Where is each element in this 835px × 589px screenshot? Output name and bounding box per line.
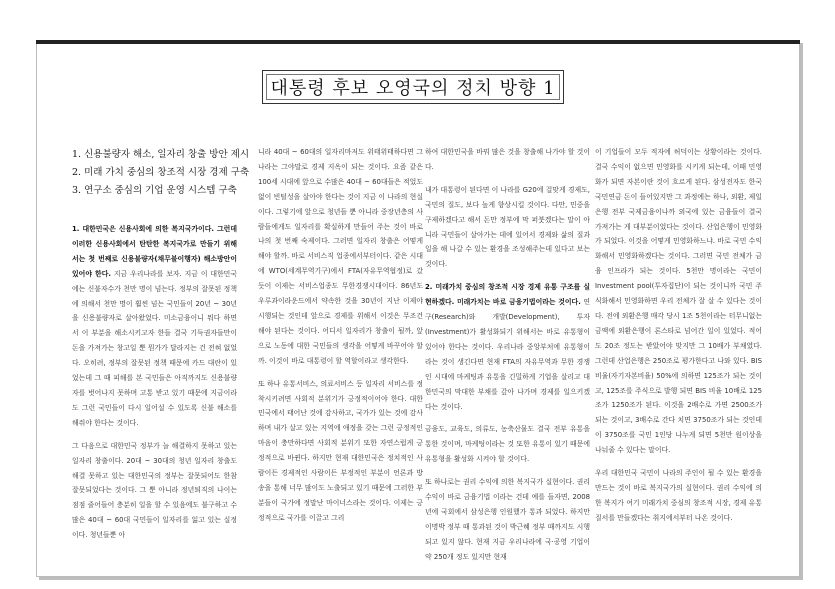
paragraph xyxy=(425,183,590,272)
frame-top-rule xyxy=(36,40,800,44)
toc-item-3: 3. 연구소 중심의 기업 운영 시스템 구축 xyxy=(72,185,237,196)
paragraph-text: 이 기업들이 모두 적자에 허덕이는 상황이라는 것이다. 결국 수익이 없으면 민영화를 시키게 되는데, 이때 민영화가 되면 자본이란 것이 흐르게 된다. 삼성전자도 한국 국민연금 돈이 들어있지만 그 과정에는 하나, 외환, 제일은행 전부 국제금융이나까 외국에 있는 금융들이 결국 가져가는 게 대부분이었다는 것이다. 산업은행이 민영화가 되었다. 이것을 어떻게 민영화하느냐. 바로 국민 수익화해서 민영화하겠다는 것이다. 그러면 국민 전체가 금융 인프라가 되는 것이다. 5천만 명이라는 국민이 Investment pool(투자집단)이 되는 것이니까 국민 주식화해서 민영화하면 우리 전체가 잘 살 수 있다는 것이다. 전에 외환은행 매각 당시 1조 5천이라는 터무니없는 금액에 외환은행이 론스타로 넘어간 일이 있었다. 적어도 20조 정도는 받았어야 맞지만 그 10배가 부채였다. 그런데 산업은행은 250조로 평가한다고 나와 있다. BIS비율(자기자본비율) 50%에 의하면 125조가 되는 것이고, 125조를 주식으로 발행 되면 BIS 비율 10배로 125조가 1250조가 된다. 이것을 2배수로 가면 2500조가 되는 것이고, 3배수로 간다 치면 3750조가 되는 것인데 이 3750조를 국민 1인당 나누게 되면 5천만 원이상을 나눠줄 수 있다는 말이다. xyxy=(595,148,762,455)
paragraph xyxy=(425,475,590,564)
paragraph xyxy=(258,377,423,526)
paragraph-text: 그 다음으로 대한민국 정부가 늘 해결하지 못하고 있는 일자리 창출이다. 20대 ~ 30대의 청년 일자리 창출도 해결 못하고 있는 대한민국의 정부는 잘못되어도 한참 잘못되었다는 것이다. 그 뿐 아니라 정년퇴직의 나이는 점점 줄어들어 충분히 일을 할 수 있음에도 불구하고 수많은 40대 ~ 60대 국민들이 일자리를 잃고 있는 실정이다. 청년들뿐 아 xyxy=(72,441,237,540)
paragraph-text: 우리 대한민국 국민이 나라의 주인이 될 수 있는 환경을 만드는 것이 바로 복지국가의 실현이다. 권리 수익에 의한 복지가 여기 미래가치 중심의 창조적 시장, 경제 유통 질서를 만들겠다는 취지에서부터 나온 것이다. xyxy=(595,469,762,522)
paragraph xyxy=(595,145,762,458)
paragraph-text: 또 하나 유통서비스, 의료서비스 등 일자리 서비스를 정착시키려면 사회적 분위기가 긍정적이어야 한다. 대한민국에서 태어난 것에 감사하고, 국가가 있는 것에 감사하며 내가 살고 있는 지역에 애정을 갖는 그런 긍정적인 마음이 충만하다면 사회적 분위기 또한 자연스럽게 긍정적으로 바뀐다. 하지만 현재 대한민국은 정치적인 사람이든 경제적인 사람이든 부정적인 부분이 언론과 방송을 통해 너무 많이도 노출되고 있기 때문에 그러한 부분들이 국가에 정말난 마이너스라는 것이다. 이제는 긍정적으로 국가를 이끌고 그리 xyxy=(258,379,423,522)
text-column-2 xyxy=(258,145,423,565)
text-column-1 xyxy=(72,222,237,567)
paragraph xyxy=(72,439,237,543)
paragraph-text: 하여 대한민국을 바꿔 많은 것을 창출해 나가야 할 것이다. xyxy=(425,148,590,171)
paragraph-text: 금융도, 교육도, 의류도, 농축산물도 결국 전부 유통을 통한 것이며, 마케팅이라는 것 또한 유통이 있기 때문에 유통형을 활성화 시켜야 할 것이다. xyxy=(425,425,590,464)
toc-item-2: 2. 미래 가치 중심의 창조적 시장 경제 구축 xyxy=(72,167,250,178)
paragraph xyxy=(72,222,237,431)
title-box xyxy=(262,70,564,104)
toc-list xyxy=(72,146,252,200)
paragraph-text: 또 하나로는 권리 수익에 의한 복지국가 실현이다. 권리수익이 바로 금융기법 이라는 건데 예를 들자면, 2008년에 국회에서 삼성은행 인원했가 통과 되었다. 하지만 이명박 정부 때 통과된 것이 박근혜 정부 때까지도 시행 되고 있지 않다. 현재 지금 우리나라에 국·공영 기업이 약 250개 정도 있지만 현재 xyxy=(425,478,590,561)
page-title: 대통령 후보 오영국의 정치 방향 1 xyxy=(270,78,556,99)
paragraph xyxy=(595,466,762,526)
text-column-4 xyxy=(595,145,762,565)
paragraph-text: 니라 40대 ~ 60대의 일자리마저도 위태위태하다면 그 나라는 그야말로 경제 지옥이 되는 것이다. 요즘 같은 100세 시대에 앞으로 수많은 40대 ~ 60대들은 적었도 없이 빈털성을 살아야 한다는 것이 지금 이 나라의 현실이다. 그렇기에 앞으로 청년들 뿐 아니라 중장년층의 사람들에게도 일자리를 확실하게 만들어 주는 것이 바로 나의 첫 번째 숙제이다. 그러면 일자리 창출은 어떻게 해야 할까. 바로 서비스직 업종에서부터이다. 같은 시대에 WTO(세계무역기구)에서 FTA(자유무역협정)로 갔듯이 이제는 서비스업종도 무한경쟁시대이다. 86년도 우루과이라운드에서 약속한 것을 30년이 지난 이제야 시행되는 것인데 앞으로 경제를 위해서 이것은 무조건 해야 된다는 것이다. 어디서 일자리가 창출이 될까, 앞으로 노동에 대한 국민들의 생각을 어떻게 바꾸어야 할까. 이것이 바로 대통령이 할 역할이라고 생각한다. xyxy=(258,148,423,365)
toc-item-1: 1. 신용불량자 해소, 일자리 창출 방안 제시 xyxy=(72,149,250,160)
paragraph xyxy=(258,145,423,369)
paragraph-heading: 2. 미래가치 중심의 창조적 시장 경제 유통 구조를 실현하겠다. 미래가치는 바로 금융기법이라는 것이다. xyxy=(425,283,590,307)
paragraph-heading: 1. 대한민국은 신용사회에 의한 복지국가이다. 그런데 이러한 신용사회에서 탄탄한 복지국가로 만들기 위해서는 첫 번째로 신용불량자(채무불이행자) 해소방안이 있어야 한다. xyxy=(72,225,237,278)
text-column-3 xyxy=(425,145,590,565)
paragraph-text: 지금 우리나라를 보자. 지금 이 대한민국에는 신불자수가 천만 명이 넘는다. 정부의 잘못된 정책에 의해서 천만 명이 훨씬 넘는 국민들이 20년 ~ 30년을 신용불량자로 살아왔었다. 미소금융이니 뭐다 하면서 이 부분을 해소시키고자 한들 결국 기득권자들만이 돈을 가져가는 창고일 뿐 뭔가가 달라지는 건 전혀 없었다. 오히려, 정부의 잘못된 정책 때문에 카드 대란이 있었는데 그 때 피해를 본 국민들은 아직까지도 신용불량자를 벗어나지 못하며 고통 받고 있기 때문에 지금이라도 그런 국민들이 다시 일어설 수 있도록 신불 해소를 해줘야 한다는 것이다. xyxy=(72,269,237,427)
paragraph-text: 연구(Research)와 개발(Development), 투자(Investment)가 활성화되기 위해서는 바로 유통형이 있어야 한다는 것이다. 우리나라 중앙부처에 유통형이라는 것이 생긴다면 현재 FTA의 자유무역과 무한 경쟁인 시대에 마케팅과 유통을 긴밀하게 기업을 살리고 대한민국의 막대한 부채를 갚아 나가며 경제를 일으키겠다는 것이다. xyxy=(425,298,590,411)
paragraph xyxy=(425,145,590,175)
paragraph xyxy=(425,280,590,414)
paragraph-text: 내가 대통령이 된다면 이 나라를 G20에 걸맞게 경제도, 국민의 질도, 보다 높게 향상시킬 것이다. 다만, 민중을 구제하겠다고 해서 돈만 정부에 막 퍼붓겠다는 말이 아니라 국민들이 살아가는 데에 있어서 경제와 삶의 질과 일을 해 나갈 수 있는 환경을 조성해주는데 있다고 보는 것이다. xyxy=(425,185,590,269)
paragraph xyxy=(425,422,590,467)
